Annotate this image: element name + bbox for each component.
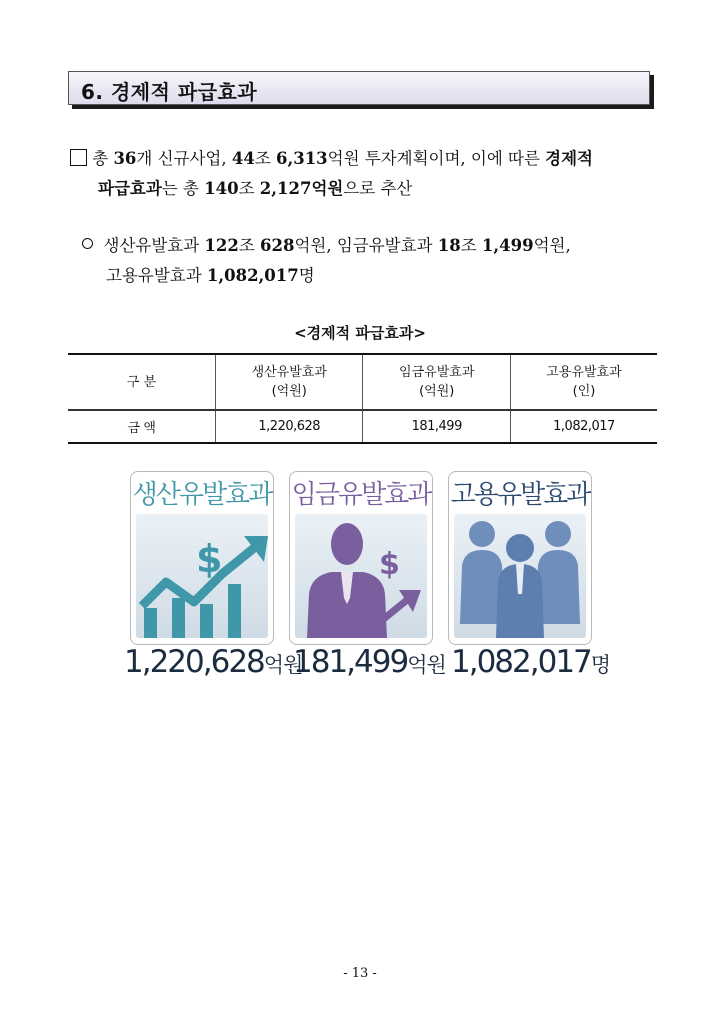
header-category: 구 분 [68,354,216,410]
card-title: 임금유발효과 [291,480,431,510]
table-row [68,410,657,443]
circle-bullet-icon [82,238,93,249]
header-wage: 임금유발효과 (억원) [363,354,510,410]
card-title: 생산유발효과 [132,480,272,510]
summary-line-1: 총 36개 신규사업, 44조 6,313억원 투자계획이며, 이에 따른 경제적 [70,145,593,169]
value-wage-large: 181,499억원 [293,644,446,680]
table-caption: <경제적 파급효과> [294,324,426,342]
summary-line-2: 파급효과는 총 140조 2,127억원으로 추산 [98,179,413,198]
section-title: 6. 경제적 파급효과 [81,80,258,104]
row-label: 금 액 [68,410,216,443]
card-title: 고용유발효과 [450,480,590,510]
header-employment: 고용유발효과 (인) [510,354,657,410]
detail-line-1: 생산유발효과 122조 628억원, 임금유발효과 18조 1,499억원, [82,232,571,256]
card-wage [289,471,433,645]
businessman-dollar-icon [295,514,427,638]
card-employment [448,471,592,645]
dollar-growth-chart-icon [136,514,268,638]
value-employment: 1,082,017 [510,410,657,443]
value-wage: 181,499 [363,410,510,443]
header-production: 생산유발효과 (억원) [216,354,363,410]
card-production [130,471,274,645]
value-employment-large: 1,082,017명 [451,644,611,680]
svg-text:$: $ [196,537,223,581]
table-header-row [68,354,657,410]
economic-effects-table [68,353,657,444]
detail-line-2: 고용유발효과 1,082,017명 [106,266,315,285]
svg-text:$: $ [379,547,400,582]
value-production-large: 1,220,628억원 [124,644,303,680]
value-production: 1,220,628 [216,410,363,443]
group-of-people-icon [454,514,586,638]
square-bullet-icon [70,149,87,166]
page-number: - 13 - [343,966,377,981]
section-heading [68,71,650,105]
